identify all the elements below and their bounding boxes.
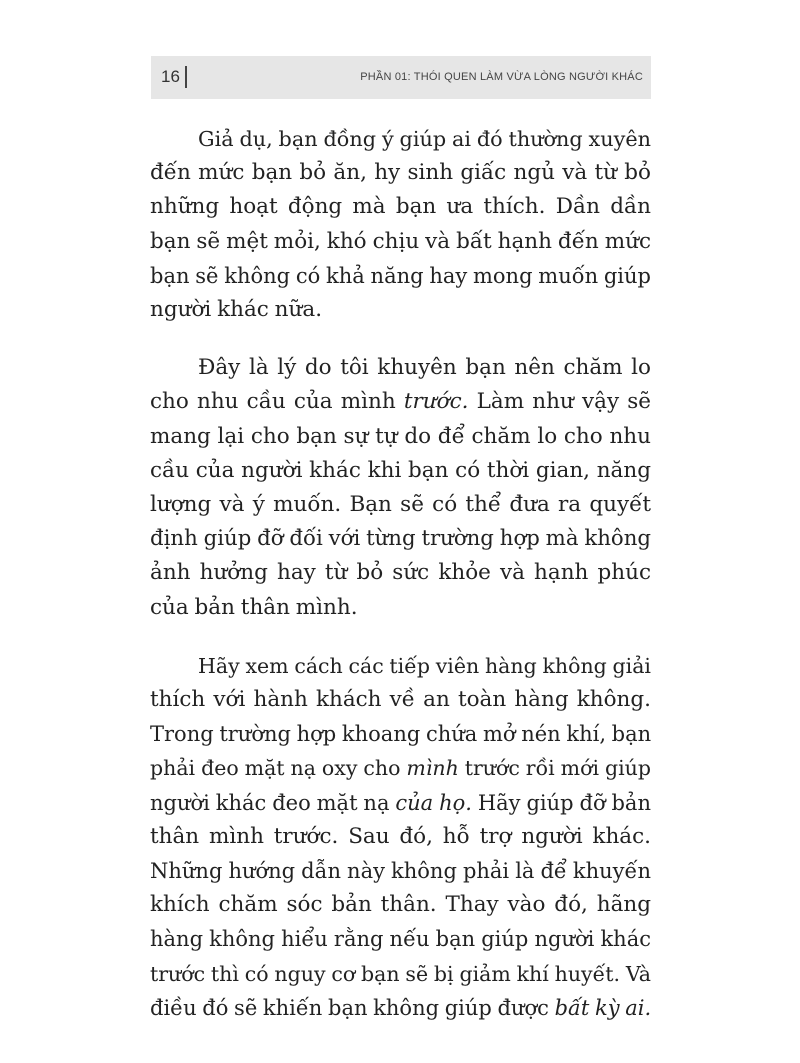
text-line: thích với hành khách về an toàn hàng không. xyxy=(150,687,651,713)
text-line xyxy=(150,385,651,419)
text-segment: trước rồi mới giúp xyxy=(458,756,651,781)
text-line: Trong trường hợp khoang chứa mở nén khí, bạn xyxy=(150,722,652,747)
text-line: những hoạt động mà bạn ưa thích. Dần dần xyxy=(150,194,651,220)
emphasis: trước. xyxy=(403,389,469,415)
text-line xyxy=(150,751,651,785)
text-segment: cho nhu cầu của mình xyxy=(150,389,404,415)
page-number: 16 xyxy=(161,67,180,86)
text-line: hàng không hiểu rằng nếu bạn giúp người khác xyxy=(150,927,651,952)
text-line xyxy=(150,991,651,1025)
text-line: Hãy xem cách các tiếp viên hàng không giải xyxy=(198,653,651,678)
paragraph-3 xyxy=(150,649,651,1025)
text-line: định giúp đỡ đối với từng trường hợp mà không xyxy=(150,526,651,552)
text-segment: Làm như vậy sẽ xyxy=(468,389,651,415)
text-line: bạn sẽ mệt mỏi, khó chịu và bất hạnh đến mức xyxy=(150,228,651,254)
text-line: ảnh hưởng hay từ bỏ sức khỏe và hạnh phúc xyxy=(150,560,651,586)
header-divider xyxy=(185,66,187,88)
chapter-title: PHẦN 01: THÓI QUEN LÀM VỪA LÒNG NGƯỜI KHÁC xyxy=(360,71,643,83)
text-line xyxy=(150,786,651,820)
running-header xyxy=(151,56,651,99)
text-line: lượng và ý muốn. Bạn sẽ có thể đưa ra quyết xyxy=(150,492,651,518)
text-line: cầu của người khác khi bạn có thời gian, năng xyxy=(150,457,651,483)
text-segment: điều đó sẽ khiến bạn không giúp được xyxy=(150,995,555,1020)
emphasis: mình xyxy=(406,756,459,781)
text-line: Đây là lý do tôi khuyên bạn nên chăm lo xyxy=(198,355,651,381)
text-line: mang lại cho bạn sự tự do để chăm lo cho nhu xyxy=(150,423,651,449)
emphasis: bất kỳ ai. xyxy=(554,995,652,1020)
text-segment: người khác đeo mặt nạ xyxy=(150,790,396,815)
text-segment: phải đeo mặt nạ oxy cho xyxy=(150,756,407,781)
text-segment: Hãy giúp đỡ bản xyxy=(471,790,651,815)
body-text xyxy=(150,122,651,1049)
emphasis: của họ. xyxy=(395,790,472,815)
text-line: người khác nữa. xyxy=(150,297,323,323)
paragraph-2 xyxy=(150,351,651,625)
text-line: đến mức bạn bỏ ăn, hy sinh giấc ngủ và từ bỏ xyxy=(150,160,651,186)
text-line: Giả dụ, bạn đồng ý giúp ai đó thường xuyên xyxy=(198,127,651,151)
text-line: của bản thân mình. xyxy=(150,594,358,620)
text-line: bạn sẽ không có khả năng hay mong muốn giúp xyxy=(150,263,651,288)
text-line: Những hướng dẫn này không phải là để khuyến xyxy=(150,859,651,884)
text-line: khích chăm sóc bản thân. Thay vào đó, hãng xyxy=(150,892,651,918)
text-line: trước thì có nguy cơ bạn sẽ bị giảm khí huyết. Và xyxy=(150,961,651,986)
paragraph-1 xyxy=(150,122,651,327)
text-line: thân mình trước. Sau đó, hỗ trợ người khác. xyxy=(150,823,651,849)
